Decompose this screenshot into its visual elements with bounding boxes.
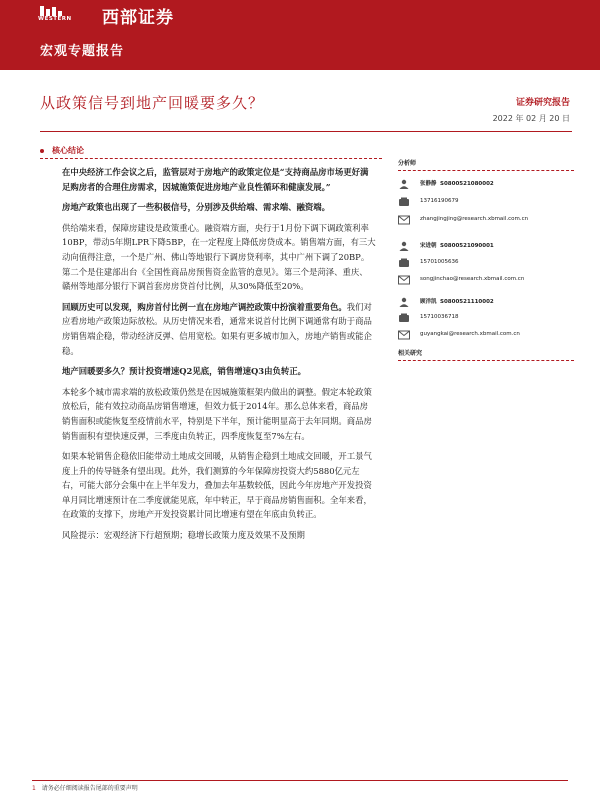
- analyst-phone: 15701005636: [420, 259, 459, 265]
- analyst-card: [398, 177, 574, 239]
- logo-cn: 西部证券: [102, 8, 174, 28]
- person-icon: [398, 297, 410, 307]
- person-icon: [398, 179, 410, 189]
- analyst-phone: 13716190679: [420, 198, 459, 204]
- body-text: [62, 165, 376, 549]
- analyst-card: [398, 239, 574, 297]
- report-type: 宏观专题报告: [40, 44, 125, 59]
- paragraph: 如果本轮销售企稳依旧能带动土地成交回暖，从销售企稳到土地成交回暖，开工景气度上升的传导链条有望出现。此外，我们测算的今年保障房投资大约5880亿元左右，可能大部分会集中在上半年发力，叠加去年基数较低，因此今年房地产开发投资单月同比增速预计在二季度就能见底，年中转正，早于商品房销售面积。全年来看，在政策的支撑下，房地产开发投资累计同比增速有望在年底由负转正。: [62, 451, 372, 520]
- phone-icon: [398, 197, 410, 207]
- header-banner: [0, 0, 600, 70]
- analyst-email: songjinchao@research.xbmail.com.cn: [420, 276, 525, 282]
- footer: [32, 783, 138, 792]
- phone-icon: [398, 313, 410, 323]
- analyst-name-line: 顾洋凯 S0800521110002: [420, 299, 494, 305]
- footer-note: 请务必仔细阅读报告尾部的重要声明: [41, 785, 138, 792]
- person-icon: [398, 241, 410, 251]
- logo-icon: [40, 6, 62, 16]
- title-divider: [40, 131, 572, 132]
- analyst-name-line: 宋进朝 S0800521090001: [420, 243, 494, 249]
- paragraph: 房地产政策也出现了一些积极信号，分别涉及供给端、需求端、融资端。: [62, 202, 330, 213]
- footer-divider: [32, 780, 568, 781]
- paragraph: 在中央经济工作会议之后，监管层对于房地产的政策定位是“支持商品房市场更好满足购房者的合理住房需求，因城施策促进房地产业良性循环和健康发展。”: [62, 167, 369, 192]
- mail-icon: [398, 330, 410, 340]
- conclusion-divider: [40, 158, 382, 159]
- page-title: 从政策信号到地产回暖要多久？: [40, 94, 265, 112]
- paragraph: 回顾历史可以发现，购房首付比例一直在房地产调控政策中扮演着重要角色。我们对应看房地产政策边际放松。从历史情况来看，通常来说首付比例下调通常有助于商品房销售端企稳，带动经济反弹、信用宽松。如果有更多城市加入，房地产销售或能企稳。: [62, 301, 372, 356]
- page-number: 1: [32, 785, 36, 792]
- analyst-card: [398, 297, 574, 355]
- logo-en: WESTERN: [38, 16, 72, 22]
- report-label: 证券研究报告: [515, 98, 570, 108]
- bullet-icon: [40, 149, 44, 153]
- report-date: 2022 年 02 月 20 日: [492, 114, 570, 123]
- sidebar: [398, 158, 574, 355]
- paragraph: 供给端来看，保障房建设是政策重心。融资端方面，央行于1月份下调下调政策利率10BP，带动5年期LPR下降5BP，在一定程度上降低房贷成本。销售端方面，有三大动向值得注意，一个是广州、佛山等地银行下调房贷利率，其中广州下调了20BP。第二个是住建部出台《全国性商品房预售资金监管的意见》。第三个是菏泽、重庆、赣州等地部分银行下调首套房房贷首付比例，从30%降低至20%。: [62, 222, 376, 292]
- paragraph: 地产回暖要多久？预计投资增速Q2见底，销售增速Q3由负转正。: [62, 366, 306, 377]
- conclusion-heading: 核心结论: [40, 145, 84, 156]
- phone-icon: [398, 258, 410, 268]
- mail-icon: [398, 275, 410, 285]
- risk-note: 风险提示：宏观经济下行超预期；稳增长政策力度及效果不及预期: [62, 530, 305, 541]
- analyst-email: zhangjingjing@research.xbmail.com.cn: [420, 216, 529, 222]
- paragraph: 本轮多个城市需求端的放松政策仍然是在因城施策框架内做出的调整。假定本轮政策放松后，能有效拉动商品房销售增速，但效力低于2014年。那么总体来看，商品房销售面积或能恢复至疫情前水平，特别是下半年，预计能明显高于去年同期。商品房销售面积有望快速反弹，三季度由负转正，四季度恢复至7%左右。: [62, 386, 372, 441]
- related-research-heading: 相关研究: [398, 348, 574, 361]
- analyst-name-line: 张静静 S0800521080002: [420, 181, 494, 187]
- mail-icon: [398, 215, 410, 225]
- analyst-phone: 15710036718: [420, 314, 459, 320]
- sidebar-heading: 分析师: [398, 158, 574, 171]
- analyst-email: guyangkai@research.xbmail.com.cn: [420, 331, 520, 337]
